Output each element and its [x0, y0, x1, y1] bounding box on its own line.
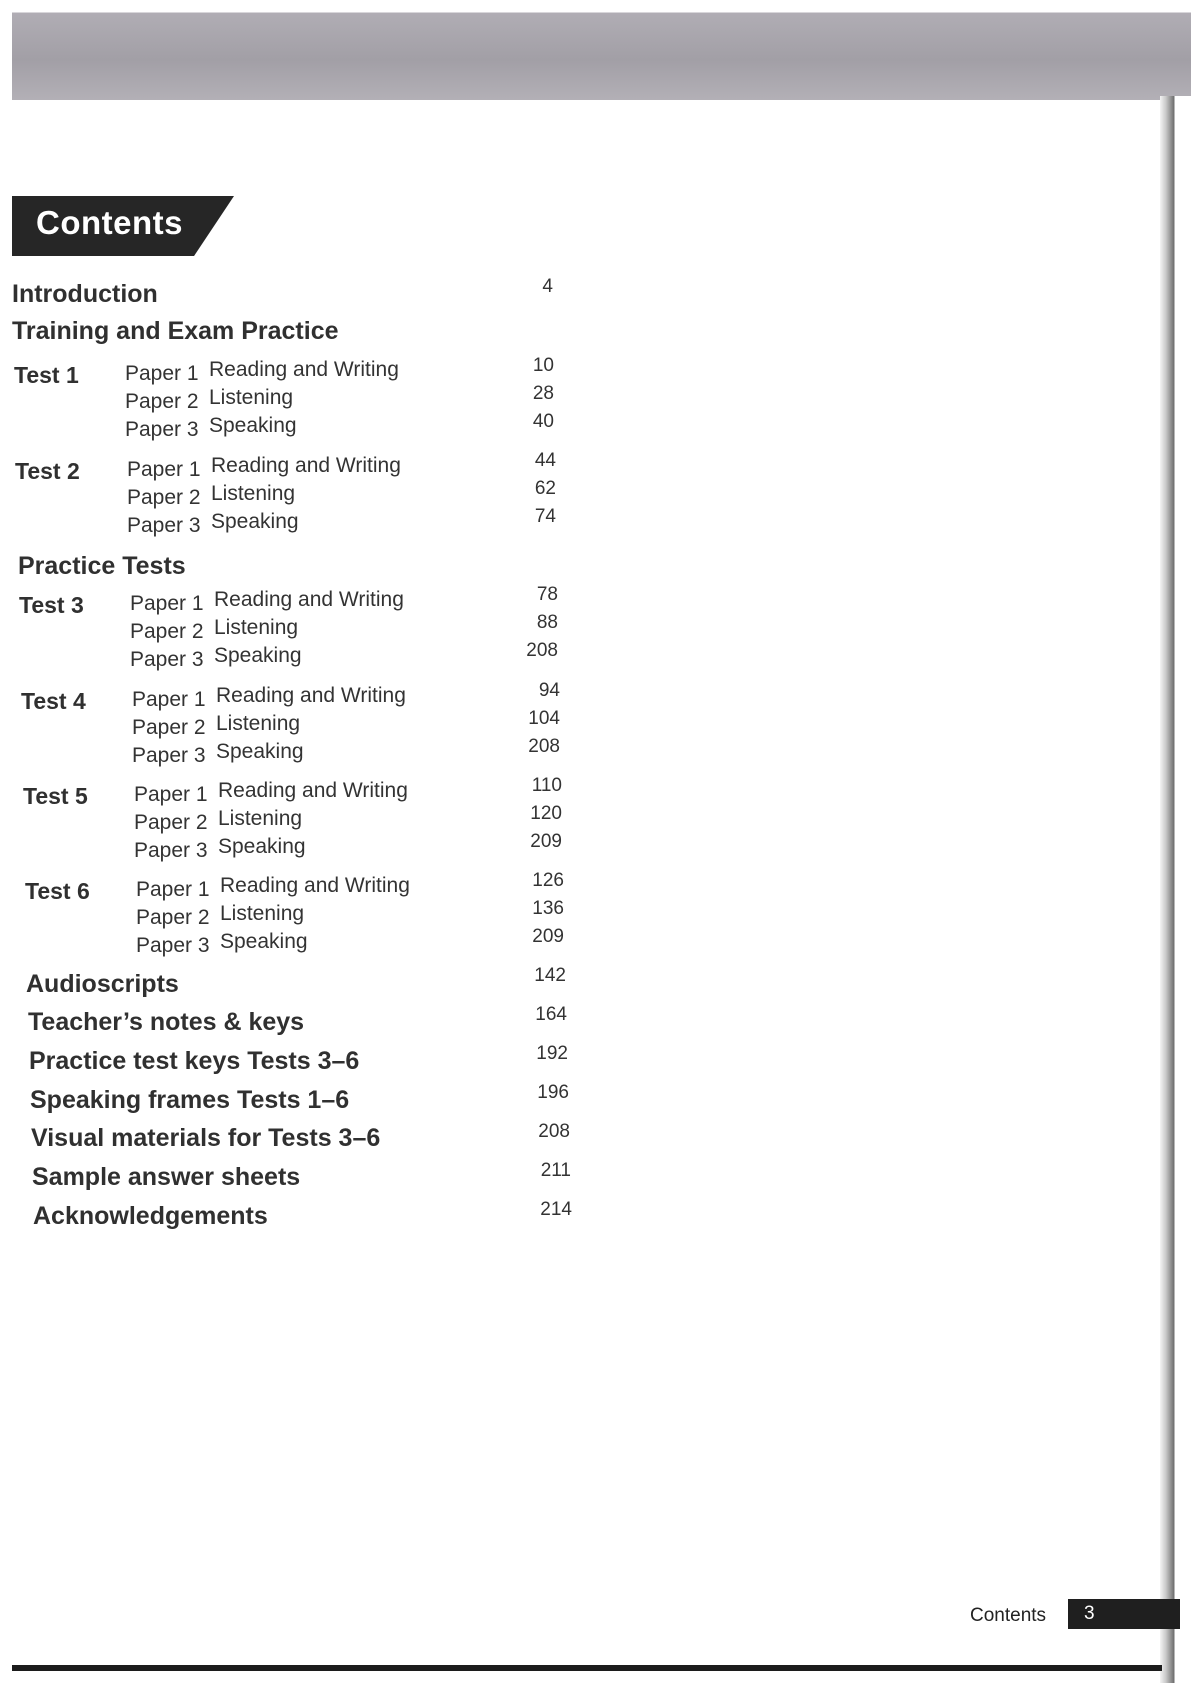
toc-paper-label: Paper 3	[132, 744, 206, 767]
toc-page-number: 208	[526, 640, 558, 661]
scan-edge-bottom	[12, 1665, 1162, 1671]
toc-test-3[interactable]: Test 3	[19, 592, 84, 618]
toc-page-answer-sheets: 211	[540, 1160, 571, 1181]
toc-section-visual-materials[interactable]: Visual materials for Tests 3–6	[31, 1124, 381, 1152]
toc-page-number: 62	[534, 478, 556, 499]
toc-page-number: 78	[536, 584, 558, 605]
toc-paper-name[interactable]: Listening	[218, 807, 303, 830]
toc-paper-label: Paper 2	[134, 811, 208, 834]
toc-section-speaking-frames[interactable]: Speaking frames Tests 1–6	[30, 1086, 350, 1114]
toc-page-number: 40	[532, 411, 554, 432]
toc-paper-name[interactable]: Listening	[220, 902, 305, 925]
toc-page-introduction: 4	[542, 276, 553, 297]
toc-section-training[interactable]: Training and Exam Practice	[12, 317, 339, 345]
scan-edge-right	[1160, 96, 1191, 1683]
toc-paper-name[interactable]: Listening	[214, 616, 299, 639]
toc-page-number: 209	[530, 831, 562, 852]
toc-page-speaking-frames: 196	[537, 1082, 569, 1103]
toc-paper-name[interactable]: Speaking	[211, 510, 299, 533]
toc-paper-label: Paper 1	[130, 592, 204, 615]
toc-page-number: 28	[532, 383, 554, 404]
toc-section-practice-keys[interactable]: Practice test keys Tests 3–6	[29, 1047, 360, 1075]
toc-paper-label: Paper 2	[130, 620, 204, 643]
footer-page-number: 3	[1084, 1603, 1095, 1624]
toc-page-number: 74	[534, 506, 556, 527]
toc-page-number: 88	[536, 612, 558, 633]
toc-test-4[interactable]: Test 4	[21, 688, 86, 714]
toc-paper-label: Paper 3	[134, 839, 208, 862]
toc-section-practice-tests[interactable]: Practice Tests	[18, 552, 186, 580]
toc-paper-label: Paper 3	[127, 514, 201, 537]
toc-page-number: 44	[534, 450, 556, 471]
toc-paper-label: Paper 3	[136, 934, 210, 957]
toc-paper-label: Paper 1	[134, 783, 208, 806]
toc-test-5[interactable]: Test 5	[23, 783, 88, 809]
toc-section-acknowledgements[interactable]: Acknowledgements	[33, 1202, 268, 1230]
toc-page-number: 120	[530, 803, 562, 824]
toc-test-1[interactable]: Test 1	[14, 362, 79, 388]
toc-paper-label: Paper 1	[132, 688, 206, 711]
toc-paper-name[interactable]: Reading and Writing	[218, 779, 408, 802]
page-title: Contents	[36, 204, 183, 241]
toc-paper-name[interactable]: Speaking	[216, 740, 304, 763]
toc-section-teachers-notes[interactable]: Teacher’s notes & keys	[28, 1008, 305, 1036]
toc-page-number: 209	[532, 926, 564, 947]
toc-paper-label: Paper 2	[127, 486, 201, 509]
toc-test-2[interactable]: Test 2	[15, 458, 80, 484]
toc-paper-label: Paper 2	[125, 390, 199, 413]
toc-paper-label: Paper 1	[125, 362, 199, 385]
toc-paper-label: Paper 3	[130, 648, 204, 671]
scan-background-top	[0, 0, 1191, 112]
toc-paper-name[interactable]: Listening	[211, 482, 296, 505]
toc-paper-label: Paper 2	[132, 716, 206, 739]
toc-page-number: 94	[538, 680, 560, 701]
toc-page-number: 10	[532, 355, 554, 376]
toc-paper-label: Paper 3	[125, 418, 199, 441]
toc-page-number: 104	[528, 708, 560, 729]
toc-section-introduction[interactable]: Introduction	[12, 280, 158, 308]
scan-edge-left	[0, 0, 12, 1683]
toc-page-number: 208	[528, 736, 560, 757]
toc-page-acknowledgements: 214	[540, 1199, 572, 1220]
toc-paper-name[interactable]: Listening	[216, 712, 301, 735]
toc-paper-name[interactable]: Reading and Writing	[214, 588, 404, 611]
toc-paper-name[interactable]: Speaking	[218, 835, 306, 858]
toc-paper-name[interactable]: Reading and Writing	[209, 358, 399, 381]
footer-label: Contents	[970, 1605, 1047, 1626]
toc-page-visual-materials: 208	[538, 1121, 570, 1142]
toc-paper-name[interactable]: Reading and Writing	[220, 874, 410, 897]
toc-page-number: 110	[531, 775, 562, 796]
toc-page-number: 126	[532, 870, 564, 891]
toc-paper-name[interactable]: Listening	[209, 386, 294, 409]
toc-paper-label: Paper 2	[136, 906, 210, 929]
toc-paper-label: Paper 1	[136, 878, 210, 901]
toc-test-6[interactable]: Test 6	[25, 878, 90, 904]
toc-paper-name[interactable]: Speaking	[209, 414, 297, 437]
toc-section-audioscripts[interactable]: Audioscripts	[26, 970, 179, 998]
toc-paper-name[interactable]: Speaking	[220, 930, 308, 953]
toc-section-answer-sheets[interactable]: Sample answer sheets	[32, 1163, 301, 1191]
toc-paper-name[interactable]: Reading and Writing	[211, 454, 401, 477]
toc-paper-name[interactable]: Speaking	[214, 644, 302, 667]
toc-paper-name[interactable]: Reading and Writing	[216, 684, 406, 707]
toc-page-teachers-notes: 164	[535, 1004, 567, 1025]
toc-paper-label: Paper 1	[127, 458, 201, 481]
toc-page-practice-keys: 192	[536, 1043, 568, 1064]
toc-page-audioscripts: 142	[534, 965, 566, 986]
toc-page-number: 136	[532, 898, 564, 919]
